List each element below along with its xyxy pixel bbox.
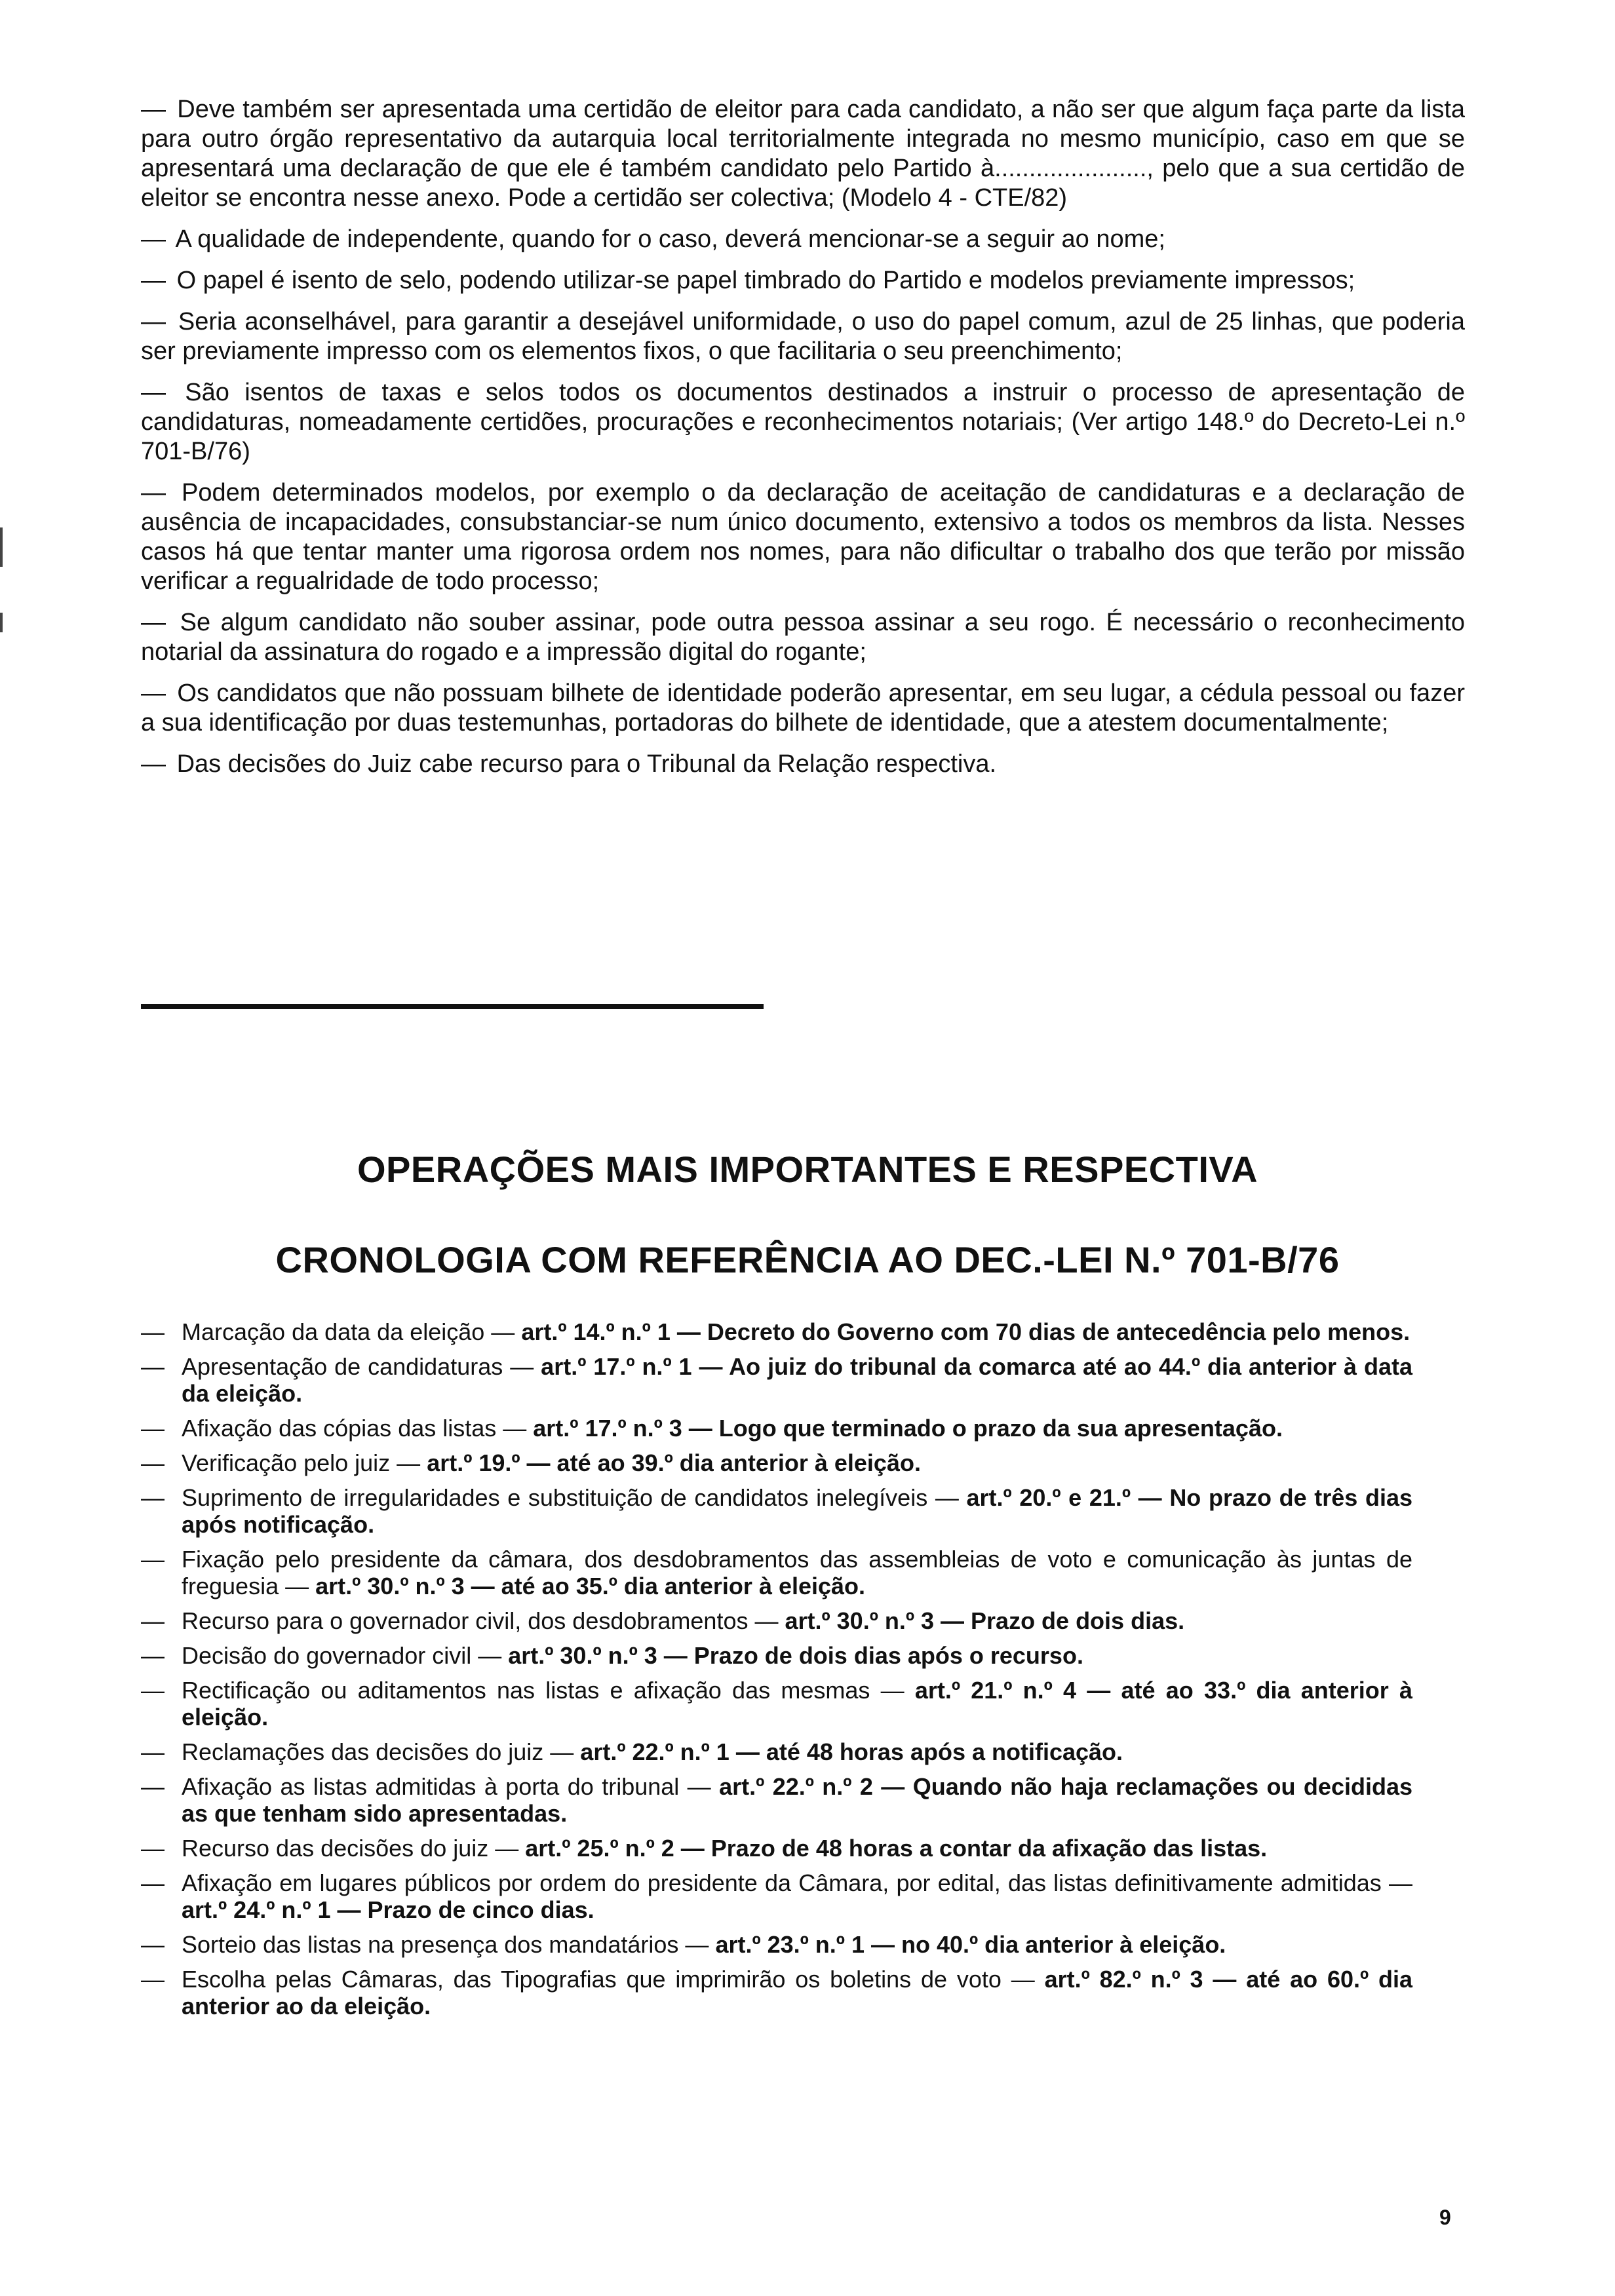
list-item: — Verificação pelo juiz — art.º 19.º — até ao 39.º dia anterior à eleição. [141, 1449, 921, 1476]
note-paragraph: — O papel é isento de selo, podendo utilizar-se papel timbrado do Partido e modelos previamente impressos; [141, 267, 1355, 294]
operations-list [141, 1318, 1412, 2027]
list-item: — Fixação pelo presidente da câmara, dos desdobramentos das assembleias de voto e comunicação às juntas de freguesia — art.º 30.º n.º 3 — até ao 35.º dia anterior à eleição. [141, 1546, 1412, 1599]
list-item: — Decisão do governador civil — art.º 30.º n.º 3 — Prazo de dois dias após o recurso. [141, 1642, 1083, 1669]
note-paragraph: — Podem determinados modelos, por exemplo o da declaração de aceitação de candidaturas e a declaração de ausência de incapacidades, consubstanciar-se num único documento, extensivo a todos os membros da lista. Nesses casos há que tentar manter uma rigorosa ordem nos nomes, para não dificultar o trabalho dos que terão por missão verificar a regualridade de todo processo; [141, 479, 1465, 595]
list-item: — Recurso para o governador civil, dos desdobramentos — art.º 30.º n.º 3 — Prazo de dois dias. [141, 1607, 1185, 1634]
note-paragraph: — Seria aconselhável, para garantir a desejável uniformidade, o uso do papel comum, azul de 25 linhas, que poderia ser previamente impresso com os elementos fixos, o que facilitaria o seu preenchimento; [141, 308, 1466, 365]
note-paragraph: — Os candidatos que não possuam bilhete de identidade poderão apresentar, em seu lugar, a cédula pessoal ou fazer a sua identificação por duas testemunhas, portadoras do bilhete de identidade, que a atestem documentalmente; [141, 679, 1465, 737]
list-item: — Reclamações das decisões do juiz — art.º 22.º n.º 1 — até 48 horas após a notificação. [141, 1738, 1123, 1765]
note-paragraph: — A qualidade de independente, quando for o caso, deverá mencionar-se a seguir ao nome; [141, 225, 1165, 253]
scan-edge-mark [0, 613, 3, 632]
list-item: — Sorteio das listas na presença dos mandatários — art.º 23.º n.º 1 — no 40.º dia anterior à eleição. [141, 1931, 1226, 1958]
section-title-line-1: OPERAÇÕES MAIS IMPORTANTES E RESPECTIVA [357, 1149, 1258, 1190]
list-item: — Suprimento de irregularidades e substituição de candidatos inelegíveis — art.º 20.º e 21.º — No prazo de três dias após notificação. [141, 1484, 1412, 1538]
section-title-line-2: CRONOLOGIA COM REFERÊNCIA AO DEC.-LEI N.º 701-B/76 [275, 1239, 1340, 1280]
list-item: — Marcação da data da eleição — art.º 14.º n.º 1 — Decreto do Governo com 70 dias de antecedência pelo menos. [141, 1318, 1411, 1345]
note-paragraph: — Se algum candidato não souber assinar, pode outra pessoa assinar a seu rogo. É necessário o reconhecimento notarial da assinatura do rogado e a impressão digital do rogante; [141, 609, 1466, 666]
section-divider [141, 1004, 764, 1009]
list-item: — Afixação as listas admitidas à porta do tribunal — art.º 22.º n.º 2 — Quando não haja reclamações ou decididas as que tenham sido apresentadas. [141, 1773, 1412, 1827]
note-paragraph: — São isentos de taxas e selos todos os documentos destinados a instruir o processo de apresentação de candidaturas, nomeadamente certidões, procurações e reconhecimentos notariais; (Ver artigo 148.º do Decreto-Lei n.º 701-B/76) [141, 379, 1466, 465]
scan-edge-mark [0, 527, 3, 567]
page-number: 9 [1439, 2206, 1451, 2229]
note-paragraph: — Das decisões do Juiz cabe recurso para o Tribunal da Relação respectiva. [141, 750, 997, 778]
note-paragraph: — Deve também ser apresentada uma certidão de eleitor para cada candidato, a não ser que algum faça parte da lista para outro órgão representativo da autarquia local territorialmente integrada no mesmo município, caso em que se apresentará uma declaração de que ele é também candidato pelo Partido à......................, pelo que a sua certidão de eleitor se encontra nesse anexo. Pode a certidão ser colectiva; (Modelo 4 - CTE/82) [141, 96, 1466, 212]
notes-section [141, 95, 1465, 791]
list-item: — Afixação em lugares públicos por ordem do presidente da Câmara, por edital, das listas definitivamente admitidas — art.º 24.º n.º 1 — Prazo de cinco dias. [141, 1869, 1412, 1923]
list-item: — Rectificação ou aditamentos nas listas e afixação das mesmas — art.º 21.º n.º 4 — até ao 33.º dia anterior à eleição. [141, 1677, 1412, 1731]
list-item: — Escolha pelas Câmaras, das Tipografias que imprimirão os boletins de voto — art.º 82.º n.º 3 — até ao 60.º dia anterior ao da eleição. [141, 1966, 1412, 2019]
list-item: — Recurso das decisões do juiz — art.º 25.º n.º 2 — Prazo de 48 horas a contar da afixação das listas. [141, 1835, 1268, 1862]
list-item: — Apresentação de candidaturas — art.º 17.º n.º 1 — Ao juiz do tribunal da comarca até ao 44.º dia anterior à data da eleição. [141, 1353, 1413, 1407]
list-item: — Afixação das cópias das listas — art.º 17.º n.º 3 — Logo que terminado o prazo da sua apresentação. [141, 1415, 1283, 1442]
